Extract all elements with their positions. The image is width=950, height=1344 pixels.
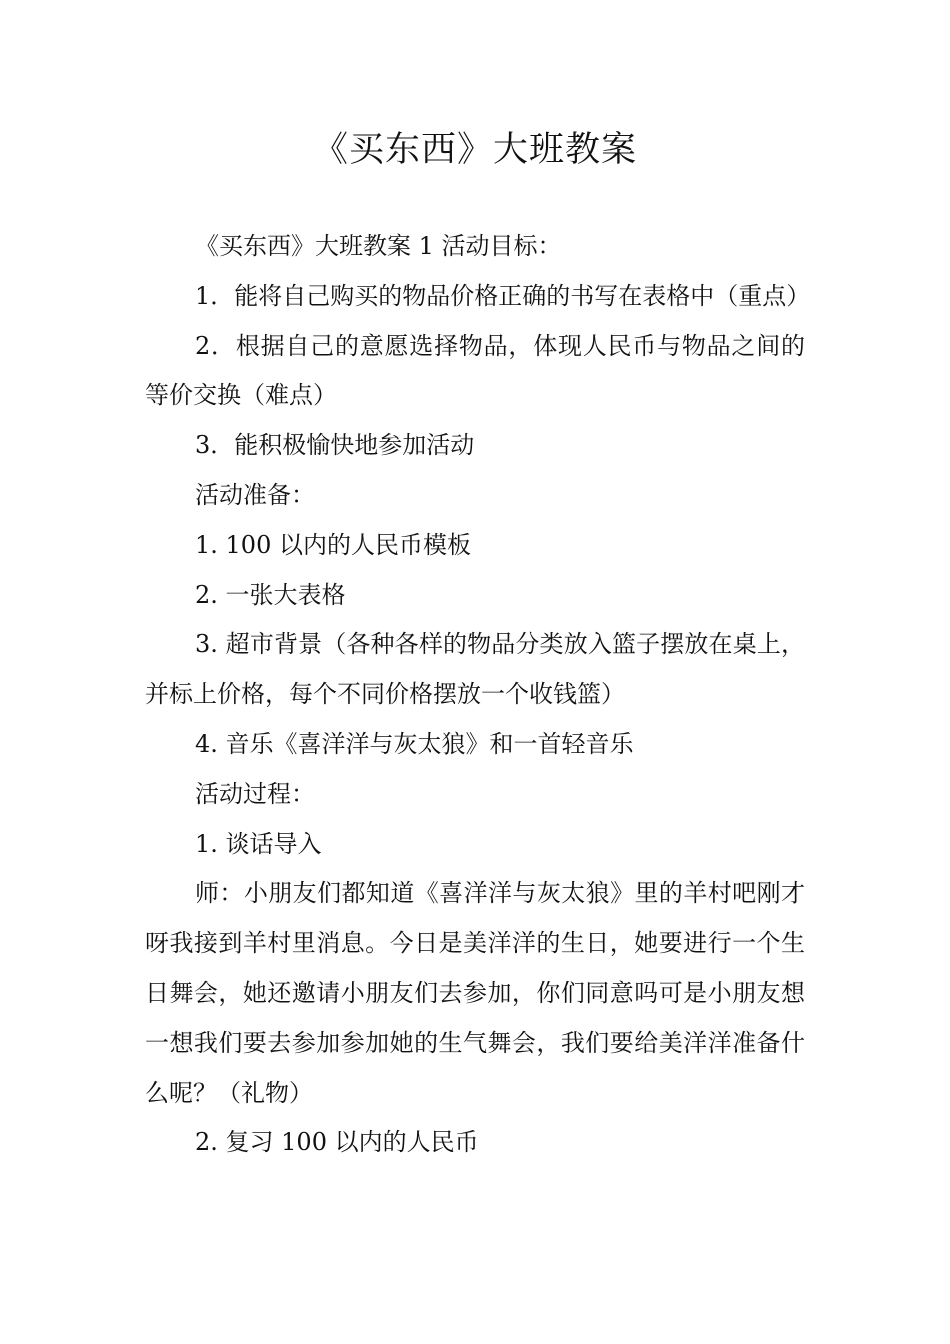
paragraph-teacher-talk: 师：小朋友们都知道《喜洋洋与灰太狼》里的羊村吧刚才呀我接到羊村里消息。今日是美洋洋的生日，她要进行一个生日舞会，她还邀请小朋友们去参加，你们同意吗可是小朋友想一想我们要去参加参加她的生气舞会，我们要给美洋洋准备什么呢？（礼物） [145, 879, 805, 1107]
paragraph-process-heading: 活动过程： [195, 779, 315, 808]
paragraph-process-1: 1. 谈话导入 [195, 829, 322, 858]
paragraph-prep-heading: 活动准备： [195, 480, 315, 509]
paragraph-prep-2: 2. 一张大表格 [195, 580, 346, 609]
paragraph-goal-2: 2．根据自己的意愿选择物品，体现人民币与物品之间的等价交换（难点） [145, 331, 805, 410]
paragraph-prep-4: 4. 音乐《喜洋洋与灰太狼》和一首轻音乐 [195, 729, 634, 758]
paragraph-process-2: 2. 复习 100 以内的人民币 [195, 1128, 479, 1157]
paragraph-prep-1: 1. 100 以内的人民币模板 [195, 530, 471, 559]
document-title: 《买东西》大班教案 [312, 130, 637, 170]
document-body [145, 222, 811, 1168]
paragraph-intro: 《买东西》大班教案 1 活动目标： [195, 232, 562, 260]
paragraph-goal-1: 1．能将自己购买的物品价格正确的书写在表格中（重点） [195, 281, 811, 310]
paragraph-prep-3: 3. 超市背景（各种各样的物品分类放入篮子摆放在桌上，并标上价格，每个不同价格摆放一个收钱篮） [145, 630, 805, 709]
paragraph-goal-3: 3．能积极愉快地参加活动 [195, 431, 475, 460]
